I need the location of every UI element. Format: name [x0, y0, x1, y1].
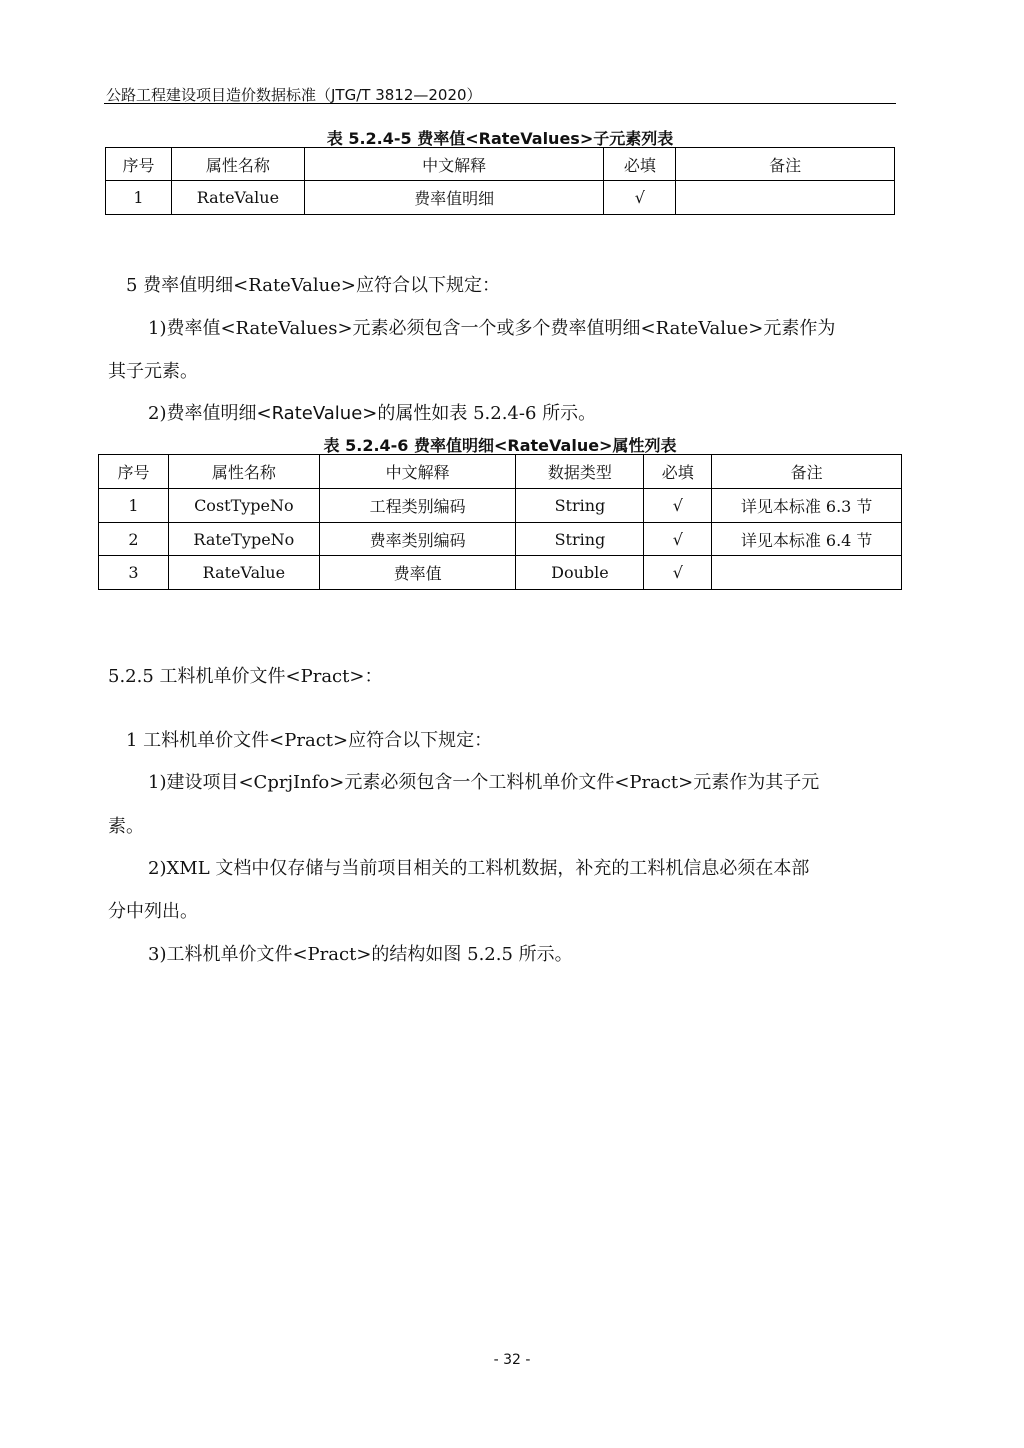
table2-header-cell: 备注 — [712, 455, 902, 489]
section5-paragraph2-suffix: 的属性如表 5.2.4-6 所示。 — [377, 403, 597, 424]
table2-cell: RateValue — [168, 556, 319, 590]
section5-paragraph1-line2: 其子元素。 — [108, 361, 198, 382]
table2-cell: √ — [644, 489, 712, 523]
table1-cell: 费率值明细 — [304, 181, 604, 215]
section525-heading: 5.2.5 工料机单价文件<Pract>： — [108, 666, 383, 687]
table2-caption: 表 5.2.4-6 费率值明细<RateValue>属性列表 — [323, 436, 677, 455]
header-divider — [104, 103, 896, 104]
table2-header-cell: 序号 — [99, 455, 169, 489]
table1-cell: RateValue — [171, 181, 304, 215]
table2-cell: 详见本标准 6.3 节 — [712, 489, 902, 523]
table2-header-cell: 必填 — [644, 455, 712, 489]
table2-cell: Double — [516, 556, 644, 590]
table1-header-cell: 属性名称 — [171, 148, 304, 181]
section525-paragraph2-line2: 分中列出。 — [108, 901, 198, 922]
table1-header-cell: 必填 — [604, 148, 676, 181]
section525-paragraph1-line1: 1)建设项目<CprjInfo>元素必须包含一个工料机单价文件<Pract>元素作为其子元 — [148, 772, 820, 793]
table2 — [98, 454, 902, 590]
table2-cell: String — [516, 523, 644, 556]
table-row — [106, 181, 895, 215]
table-row — [99, 556, 902, 590]
section5-paragraph2 — [148, 399, 596, 429]
section5-heading: 5 费率值明细<RateValue>应符合以下规定： — [126, 275, 500, 296]
table2-header-cell: 属性名称 — [168, 455, 319, 489]
section525-paragraph2-line1: 2)XML 文档中仅存储与当前项目相关的工料机数据，补充的工料机信息必须在本部 — [148, 858, 810, 879]
section525-paragraph3: 3)工料机单价文件<Pract>的结构如图 5.2.5 所示。 — [148, 944, 573, 965]
table2-header-cell: 数据类型 — [516, 455, 644, 489]
table2-cell: 3 — [99, 556, 169, 590]
page-number: - 32 - — [493, 1352, 531, 1368]
table2-header-cell: 中文解释 — [319, 455, 516, 489]
table2-cell: RateTypeNo — [168, 523, 319, 556]
table2-cell: √ — [644, 523, 712, 556]
table2-header-row — [99, 455, 902, 489]
table2-cell: 2 — [99, 523, 169, 556]
table1 — [105, 147, 895, 215]
section525-subheading: 1 工料机单价文件<Pract>应符合以下规定： — [126, 730, 493, 751]
table1-header-row — [106, 148, 895, 181]
table2-cell: 1 — [99, 489, 169, 523]
table2-cell: String — [516, 489, 644, 523]
table2-cell: 工程类别编码 — [319, 489, 516, 523]
table2-cell: CostTypeNo — [168, 489, 319, 523]
table1-header-cell: 备注 — [676, 148, 895, 181]
table1-cell: 1 — [106, 181, 172, 215]
table2-cell: 费率类别编码 — [319, 523, 516, 556]
table1-header-cell: 中文解释 — [304, 148, 604, 181]
table-row — [99, 523, 902, 556]
table2-cell: 费率值 — [319, 556, 516, 590]
table2-cell: 详见本标准 6.4 节 — [712, 523, 902, 556]
section5-paragraph2-prefix: 2)费率值明细 — [148, 403, 257, 424]
table-row — [99, 489, 902, 523]
table1-cell — [676, 181, 895, 215]
table2-cell: √ — [644, 556, 712, 590]
section5-paragraph1-line1: 1)费率值<RateValues>元素必须包含一个或多个费率值明细<RateValue>元素作为 — [148, 318, 836, 339]
section525-paragraph1-line2: 素。 — [108, 816, 144, 837]
section5-paragraph2-tag: <RateValue> — [256, 403, 378, 424]
table2-cell — [712, 556, 902, 590]
table1-cell: √ — [604, 181, 676, 215]
table1-header-cell: 序号 — [106, 148, 172, 181]
table1-caption: 表 5.2.4-5 费率值<RateValues>子元素列表 — [326, 129, 674, 148]
running-header: 公路工程建设项目造价数据标准（JTG/T 3812—2020） — [106, 86, 482, 104]
